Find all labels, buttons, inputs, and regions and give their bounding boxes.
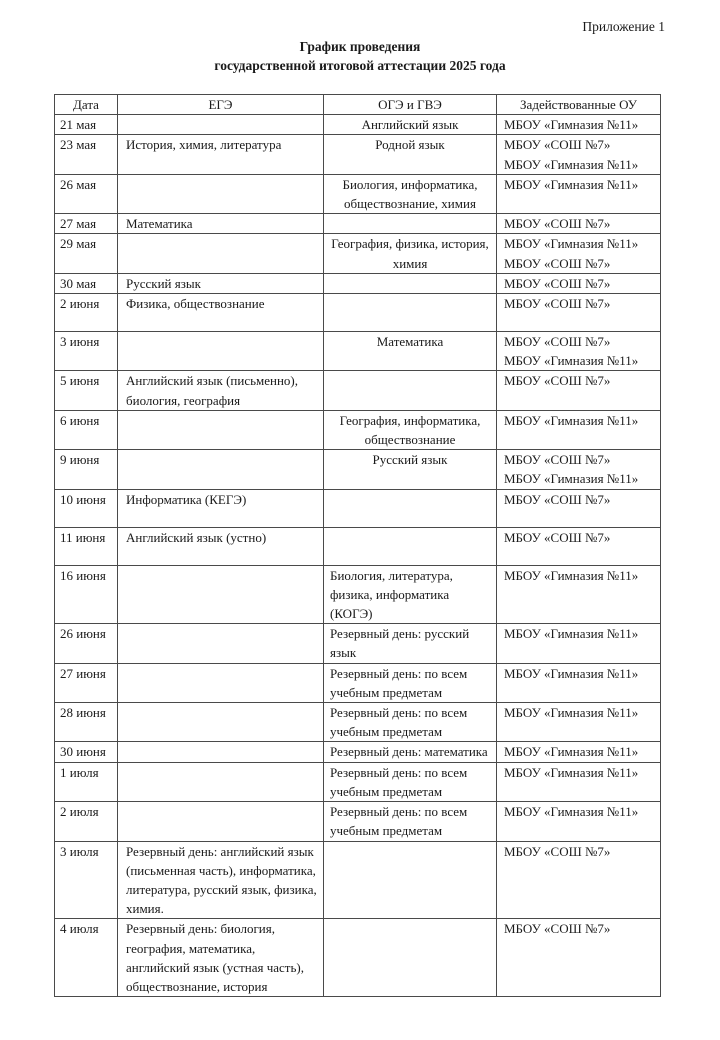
school-name: МБОУ «Гимназия №11» bbox=[504, 567, 639, 583]
cell-date: 5 июня bbox=[55, 371, 118, 410]
cell-schools bbox=[497, 135, 661, 174]
cell-oge: Математика bbox=[324, 332, 497, 371]
column-header-date: Дата bbox=[55, 95, 118, 115]
table-header-row bbox=[55, 95, 661, 115]
cell-ege: Информатика (КЕГЭ) bbox=[118, 489, 324, 527]
school-name: МБОУ «СОШ №7» bbox=[504, 216, 611, 232]
table-row bbox=[55, 214, 661, 234]
school-name: МБОУ «СОШ №7» bbox=[504, 296, 611, 312]
school-name: МБОУ «СОШ №7» bbox=[504, 275, 611, 291]
school-name: МБОУ «Гимназия №11» bbox=[504, 176, 639, 192]
cell-oge bbox=[324, 371, 497, 410]
cell-ege bbox=[118, 742, 324, 762]
cell-date: 3 июня bbox=[55, 332, 118, 371]
school-name: МБОУ «СОШ №7» bbox=[504, 137, 611, 153]
school-name: МБОУ «Гимназия №11» bbox=[504, 626, 639, 642]
column-header-ege: ЕГЭ bbox=[118, 95, 324, 115]
cell-ege bbox=[118, 115, 324, 135]
school-name: МБОУ «СОШ №7» bbox=[504, 843, 611, 859]
cell-date: 16 июня bbox=[55, 565, 118, 624]
school-name: МБОУ «СОШ №7» bbox=[504, 334, 611, 350]
cell-ege bbox=[118, 234, 324, 273]
school-name: МБОУ «Гимназия №11» bbox=[504, 764, 639, 780]
table-row bbox=[55, 663, 661, 702]
schedule-body bbox=[55, 115, 661, 997]
school-name: МБОУ «Гимназия №11» bbox=[504, 804, 639, 820]
school-name: МБОУ «Гимназия №11» bbox=[504, 236, 639, 252]
cell-date: 21 мая bbox=[55, 115, 118, 135]
school-name: МБОУ «Гимназия №11» bbox=[504, 471, 639, 487]
school-name: МБОУ «Гимназия №11» bbox=[504, 665, 639, 681]
cell-date: 23 мая bbox=[55, 135, 118, 174]
cell-date: 6 июня bbox=[55, 410, 118, 449]
cell-date: 27 июня bbox=[55, 663, 118, 702]
cell-schools bbox=[497, 489, 661, 527]
cell-ege bbox=[118, 663, 324, 702]
table-row bbox=[55, 115, 661, 135]
cell-ege: Английский язык (устно) bbox=[118, 527, 324, 565]
cell-ege: История, химия, литература bbox=[118, 135, 324, 174]
school-name: МБОУ «СОШ №7» bbox=[504, 255, 611, 271]
cell-schools bbox=[497, 294, 661, 332]
cell-date: 10 июня bbox=[55, 489, 118, 527]
cell-date: 3 июля bbox=[55, 841, 118, 919]
cell-schools bbox=[497, 527, 661, 565]
cell-oge: Резервный день: по всем учебным предметам bbox=[324, 802, 497, 841]
school-name: МБОУ «СОШ №7» bbox=[504, 491, 611, 507]
school-name: МБОУ «Гимназия №11» bbox=[504, 744, 639, 760]
cell-schools bbox=[497, 410, 661, 449]
appendix-label: Приложение 1 bbox=[582, 19, 665, 34]
table-row bbox=[55, 174, 661, 213]
cell-ege: Английский язык (письменно), биология, география bbox=[118, 371, 324, 410]
cell-schools bbox=[497, 115, 661, 135]
school-name: МБОУ «Гимназия №11» bbox=[504, 705, 639, 721]
cell-date: 27 мая bbox=[55, 214, 118, 234]
cell-oge: География, физика, история, химия bbox=[324, 234, 497, 273]
cell-oge bbox=[324, 273, 497, 293]
table-row bbox=[55, 565, 661, 624]
table-row bbox=[55, 234, 661, 273]
cell-oge: География, информатика, обществознание bbox=[324, 410, 497, 449]
school-name: МБОУ «СОШ №7» bbox=[504, 529, 611, 545]
table-row bbox=[55, 919, 661, 997]
cell-date: 28 июня bbox=[55, 703, 118, 742]
table-row bbox=[55, 273, 661, 293]
table-row bbox=[55, 841, 661, 919]
cell-schools bbox=[497, 802, 661, 841]
table-row bbox=[55, 371, 661, 410]
title-line-2: государственной итоговой аттестации 2025 года bbox=[214, 58, 506, 73]
cell-oge: Резервный день: по всем учебным предметам bbox=[324, 663, 497, 702]
cell-schools bbox=[497, 703, 661, 742]
cell-oge bbox=[324, 294, 497, 332]
table-row bbox=[55, 527, 661, 565]
table-row bbox=[55, 742, 661, 762]
cell-oge bbox=[324, 919, 497, 997]
cell-date: 26 мая bbox=[55, 174, 118, 213]
cell-ege: Физика, обществознание bbox=[118, 294, 324, 332]
cell-oge: Резервный день: по всем учебным предметам bbox=[324, 703, 497, 742]
cell-schools bbox=[497, 762, 661, 801]
cell-schools bbox=[497, 663, 661, 702]
title-line-1: График проведения bbox=[299, 39, 421, 54]
school-name: МБОУ «Гимназия №11» bbox=[504, 353, 639, 369]
cell-date: 30 июня bbox=[55, 742, 118, 762]
cell-date: 30 мая bbox=[55, 273, 118, 293]
cell-ege bbox=[118, 802, 324, 841]
cell-schools bbox=[497, 371, 661, 410]
table-row bbox=[55, 450, 661, 489]
cell-oge bbox=[324, 841, 497, 919]
cell-schools bbox=[497, 332, 661, 371]
cell-oge: Родной язык bbox=[324, 135, 497, 174]
cell-schools bbox=[497, 742, 661, 762]
column-header-schools: Задействованные ОУ bbox=[497, 95, 661, 115]
cell-ege: Математика bbox=[118, 214, 324, 234]
cell-ege bbox=[118, 174, 324, 213]
school-name: МБОУ «Гимназия №11» bbox=[504, 117, 639, 133]
table-row bbox=[55, 489, 661, 527]
cell-oge: Резервный день: математика bbox=[324, 742, 497, 762]
cell-ege: Резервный день: биология, география, математика, английский язык (устная часть), обществознание, история bbox=[118, 919, 324, 997]
cell-schools bbox=[497, 273, 661, 293]
cell-schools bbox=[497, 919, 661, 997]
cell-ege bbox=[118, 565, 324, 624]
cell-date: 1 июля bbox=[55, 762, 118, 801]
cell-schools bbox=[497, 214, 661, 234]
cell-date: 9 июня bbox=[55, 450, 118, 489]
cell-oge bbox=[324, 489, 497, 527]
cell-ege bbox=[118, 762, 324, 801]
cell-ege bbox=[118, 450, 324, 489]
cell-ege bbox=[118, 624, 324, 663]
cell-schools bbox=[497, 174, 661, 213]
cell-oge: Русский язык bbox=[324, 450, 497, 489]
school-name: МБОУ «СОШ №7» bbox=[504, 373, 611, 389]
table-row bbox=[55, 410, 661, 449]
cell-schools bbox=[497, 234, 661, 273]
table-row bbox=[55, 802, 661, 841]
schedule-table bbox=[54, 94, 661, 997]
cell-schools bbox=[497, 450, 661, 489]
cell-date: 29 мая bbox=[55, 234, 118, 273]
cell-schools bbox=[497, 624, 661, 663]
cell-oge bbox=[324, 527, 497, 565]
cell-oge: Резервный день: по всем учебным предметам bbox=[324, 762, 497, 801]
cell-ege: Русский язык bbox=[118, 273, 324, 293]
cell-oge bbox=[324, 214, 497, 234]
cell-schools bbox=[497, 841, 661, 919]
school-name: МБОУ «СОШ №7» bbox=[504, 452, 611, 468]
school-name: МБОУ «Гимназия №11» bbox=[504, 156, 639, 172]
table-row bbox=[55, 624, 661, 663]
cell-ege: Резервный день: английский язык (письменная часть), информатика, литература, русский язык, физика, химия. bbox=[118, 841, 324, 919]
cell-schools bbox=[497, 565, 661, 624]
cell-date: 26 июня bbox=[55, 624, 118, 663]
table-row bbox=[55, 762, 661, 801]
school-name: МБОУ «Гимназия №11» bbox=[504, 412, 639, 428]
table-row bbox=[55, 135, 661, 174]
cell-oge: Английский язык bbox=[324, 115, 497, 135]
table-row bbox=[55, 294, 661, 332]
school-name: МБОУ «СОШ №7» bbox=[504, 921, 611, 937]
cell-ege bbox=[118, 703, 324, 742]
cell-oge: Резервный день: русский язык bbox=[324, 624, 497, 663]
cell-ege bbox=[118, 410, 324, 449]
cell-date: 11 июня bbox=[55, 527, 118, 565]
cell-date: 2 июня bbox=[55, 294, 118, 332]
cell-ege bbox=[118, 332, 324, 371]
column-header-oge: ОГЭ и ГВЭ bbox=[324, 95, 497, 115]
cell-oge: Биология, информатика, обществознание, химия bbox=[324, 174, 497, 213]
table-row bbox=[55, 703, 661, 742]
cell-date: 2 июля bbox=[55, 802, 118, 841]
cell-oge: Биология, литература, физика, информатика (КОГЭ) bbox=[324, 565, 497, 624]
cell-date: 4 июля bbox=[55, 919, 118, 997]
table-row bbox=[55, 332, 661, 371]
document-title bbox=[0, 37, 720, 75]
